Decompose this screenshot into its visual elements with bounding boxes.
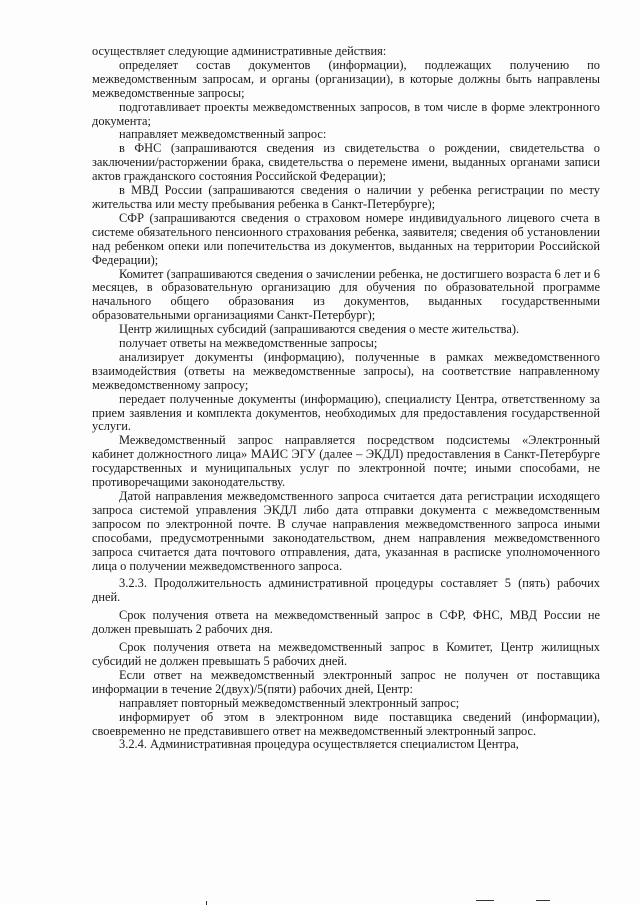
paragraph: Если ответ на межведомственный электронный запрос не получен от поставщика информации в течение 2(двух)/5(пяти) рабочих дней, Центр:: [92, 667, 600, 696]
document-body: [92, 45, 600, 752]
paragraph: в МВД России (запрашиваются сведения о наличии у ребенка регистрации по месту жительства или месту пребывания ребенка в Санкт-Петербурге);: [92, 183, 600, 211]
paragraph: Датой направления межведомственного запроса считается дата регистрации исходящего запроса системой управления ЭКДЛ либо дата отправки документа с межведомственным запросом по электронной почте. В случае направления межведомственного запроса иными способами, предусмотренными законодательством, днем направления межведомственного запроса считается дата почтового отправления, дата, указанная в расписке уполномоченного лица о получении межведомственного запроса.: [92, 489, 600, 573]
section-paragraph: 3.2.4. Административная процедура осуществляется специалистом Центра,: [119, 737, 519, 752]
paragraph: направляет повторный межведомственный электронный запрос;: [119, 695, 460, 710]
paragraph: Центр жилищных субсидий (запрашиваются сведения о месте жительства).: [119, 322, 520, 337]
paragraph: в ФНС (запрашиваются сведения из свидетельства о рождении, свидетельства о заключении/расторжении брака, свидетельства о перемене имени, выданных органами записи актов гражданского состояния Российской Федерации);: [92, 141, 600, 184]
paragraph: Межведомственный запрос направляется посредством подсистемы «Электронный кабинет должностного лица» МАИС ЭГУ (далее – ЭКДЛ) предоставления в Санкт-Петербурге государственных и муниципальных услуг по электронной почте; иными способами, не противоречащими законодательству.: [92, 433, 600, 490]
paragraph: осуществляет следующие административные действия:: [92, 44, 387, 58]
paragraph: информирует об этом в электронном виде поставщика сведений (информации), своевременно не представившего ответ на межведомственный электронный запрос.: [92, 709, 600, 738]
paragraph: определяет состав документов (информации), подлежащих получению по межведомственным запросам, и органы (организации), в которые должны быть направлены межведомственные запросы;: [92, 57, 600, 100]
paragraph: передает полученные документы (информацию), специалисту Центра, ответственному за прием заявления и комплекта документов, необходимых для предоставления государственной услуги.: [92, 391, 600, 434]
paragraph: направляет межведомственный запрос:: [119, 127, 327, 142]
paragraph: Срок получения ответа на межведомственный запрос в СФР, ФНС, МВД России не должен превышать 2 рабочих дня.: [92, 608, 600, 637]
paragraph: получает ответы на межведомственные запросы;: [119, 336, 378, 351]
scan-artifact: [206, 901, 207, 905]
scan-artifact: [476, 900, 494, 901]
section-paragraph: 3.2.3. Продолжительность административной процедуры составляет 5 (пять) рабочих дней.: [92, 576, 600, 605]
paragraph: подготавливает проекты межведомственных запросов, в том числе в форме электронного документа;: [92, 99, 600, 128]
paragraph: анализирует документы (информацию), полученные в рамках межведомственного взаимодействия (ответы на межведомственные запросы), на соответствие направленному межведомственному запросу;: [92, 349, 600, 392]
paragraph: Комитет (запрашиваются сведения о зачислении ребенка, не достигшего возраста 6 лет и 6 месяцев, в образовательную организацию для обучения по образовательной программе начального общего образования из документов, выданных государственными образовательными организациями Санкт-Петербург);: [92, 266, 600, 323]
scan-artifact: [536, 900, 550, 901]
paragraph: Срок получения ответа на межведомственный запрос в Комитет, Центр жилищных субсидий не должен превышать 5 рабочих дней.: [92, 640, 600, 668]
paragraph: СФР (запрашиваются сведения о страховом номере индивидуального лицевого счета в системе обязательного пенсионного страхования ребенка, заявителя; сведения об установлении над ребенком опеки или попечительства из документов, выданных на территории Российской Федерации);: [92, 210, 600, 267]
